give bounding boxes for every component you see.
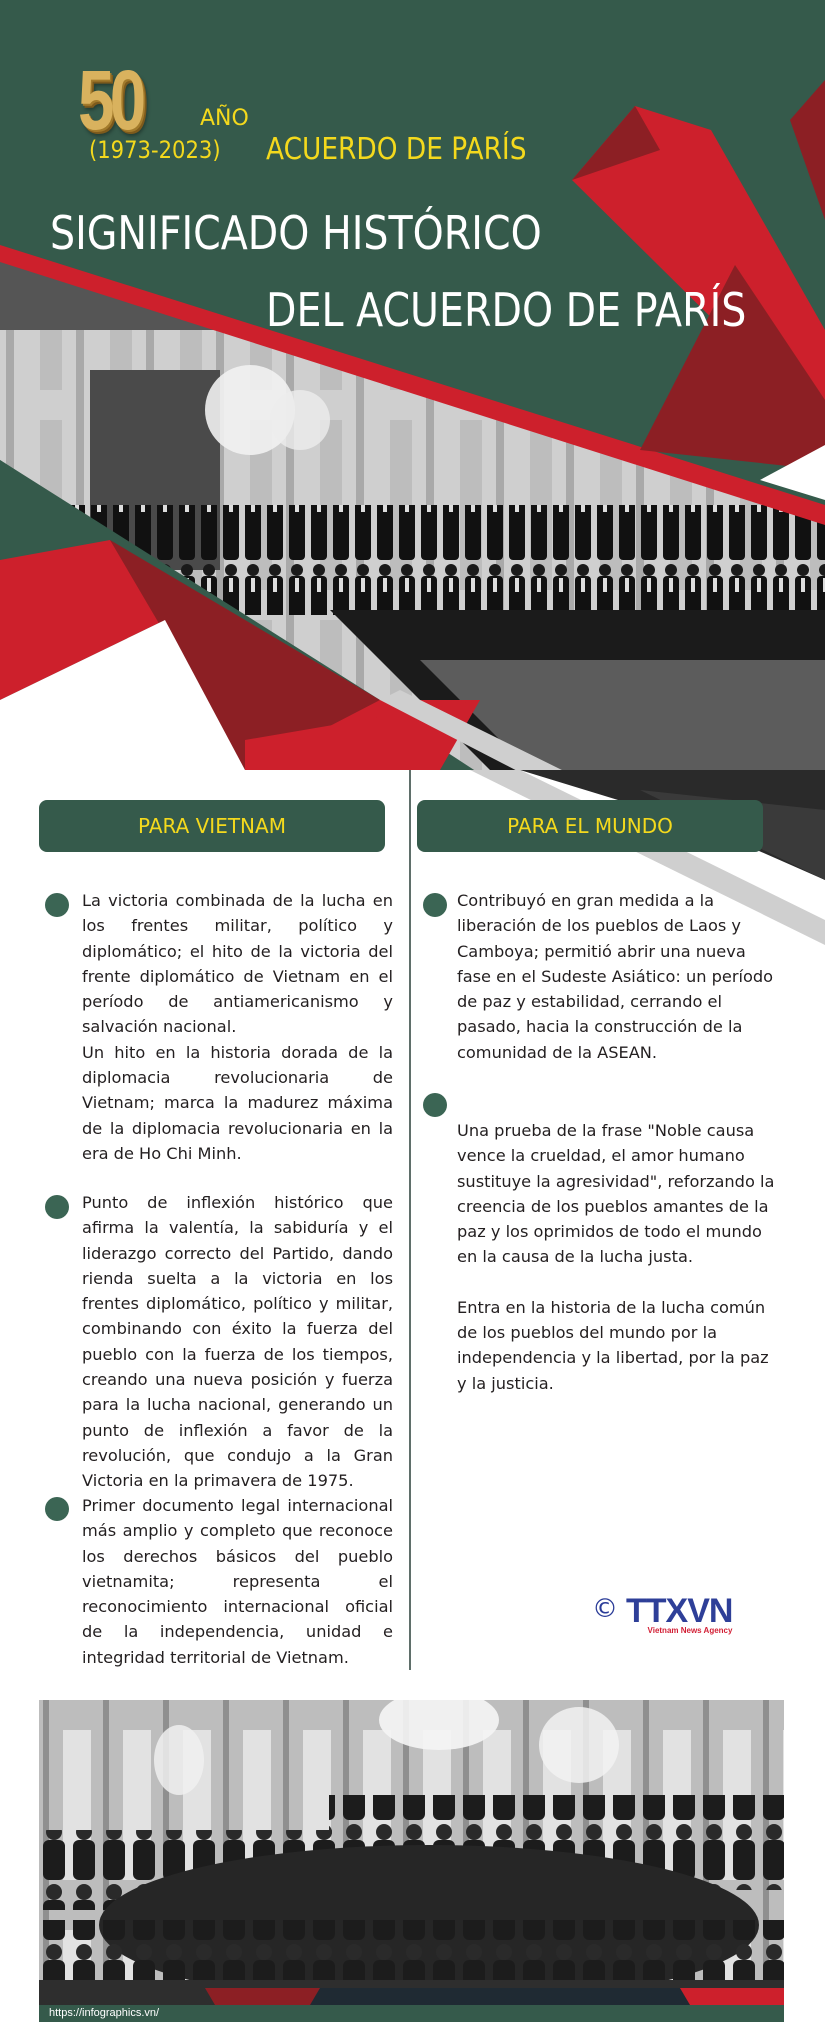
- page-title-line2: DEL ACUERDO DE PARÍS: [266, 283, 747, 337]
- footer-bar: [39, 2005, 784, 2022]
- section-heading-label: PARA VIETNAM: [138, 814, 286, 838]
- bullet-icon: [45, 1195, 69, 1219]
- header-subtitle: ACUERDO DE PARÍS: [266, 132, 527, 167]
- bullet-icon: [423, 893, 447, 917]
- list-item: [457, 888, 777, 1065]
- list-item: [82, 1190, 393, 1494]
- anniversary-unit: AÑO: [200, 106, 249, 131]
- section-heading-para-el-mundo: [417, 800, 763, 852]
- bullet-icon: [45, 893, 69, 917]
- section-heading-para-vietnam: [39, 800, 385, 852]
- list-item: [82, 1493, 393, 1670]
- bullet-icon: [45, 1497, 69, 1521]
- copyright-icon: ©: [592, 1594, 618, 1624]
- column-divider: [409, 770, 411, 1670]
- ttxvn-logo: [592, 1594, 732, 1635]
- bullet-icon: [423, 1093, 447, 1117]
- logo-text-ttx: TTX: [626, 1592, 688, 1630]
- item-paragraph: Un hito en la historia dorada de la diplomacia revolucionaria de Vietnam; marca la madurez máxima de la diplomacia revolucionaria en la era de Ho Chi Minh.: [82, 1042, 393, 1163]
- list-item: [82, 888, 393, 1166]
- item-paragraph: Una prueba de la frase "Noble causa vence la crueldad, el amor humano sustituye la agresividad", reforzando la creencia de los pueblos amantes de la paz y los oprimidos de todo el mundo en la causa de la lucha justa.: [457, 1121, 775, 1267]
- anniversary-number: 50: [78, 53, 142, 147]
- item-paragraph: Punto de inflexión histórico que afirma la valentía, la sabiduría y el liderazgo correcto del Partido, dando rienda suelta a la victoria en los frentes diplomático, político y militar, combinando con éxito la fuerza del pueblo con la fuerza de los tiempos, creando una nueva posición y fuerza para la lucha nacional, generando un punto de inflexión a favor de la revolución, que condujo a la Gran Victoria en la primavera de 1975.: [82, 1193, 393, 1491]
- section-heading-label: PARA EL MUNDO: [507, 814, 673, 838]
- item-paragraph: Contribuyó en gran medida a la liberación de los pueblos de Laos y Camboya; permitió abrir una nueva fase en el Sudeste Asiático: un período de paz y estabilidad, cerrando el pasado, hacia la construcción de la comunidad de la ASEAN.: [457, 891, 774, 1062]
- hero-banner: [0, 0, 825, 800]
- footer-url-link[interactable]: https://infographics.vn/: [49, 2007, 160, 2019]
- page-title-line1: SIGNIFICADO HISTÓRICO: [50, 206, 542, 260]
- footer-accent-strip: [0, 1988, 825, 2005]
- logo-tagline: Vietnam News Agency: [647, 1626, 733, 1635]
- anniversary-years: (1973-2023): [89, 136, 221, 164]
- item-paragraph: La victoria combinada de la lucha en los frentes militar, político y diplomático; el hito de la victoria del frente diplomático de Vietnam en el período de antiamericanismo y salvación nacional.: [82, 891, 393, 1037]
- bottom-photo-image: [39, 1700, 784, 2005]
- list-item: [457, 1118, 777, 1396]
- logo-text-vn: VN: [687, 1592, 733, 1630]
- item-paragraph: Entra en la historia de la lucha común de los pueblos del mundo por la independencia y la libertad, por la paz y la justicia.: [457, 1297, 769, 1393]
- item-paragraph: Primer documento legal internacional más amplio y completo que reconoce los derechos básicos del pueblo vietnamita; representa el reconocimiento internacional oficial de la independencia, unidad e integridad territorial de Vietnam.: [82, 1496, 393, 1667]
- bottom-photo: [39, 1700, 784, 2005]
